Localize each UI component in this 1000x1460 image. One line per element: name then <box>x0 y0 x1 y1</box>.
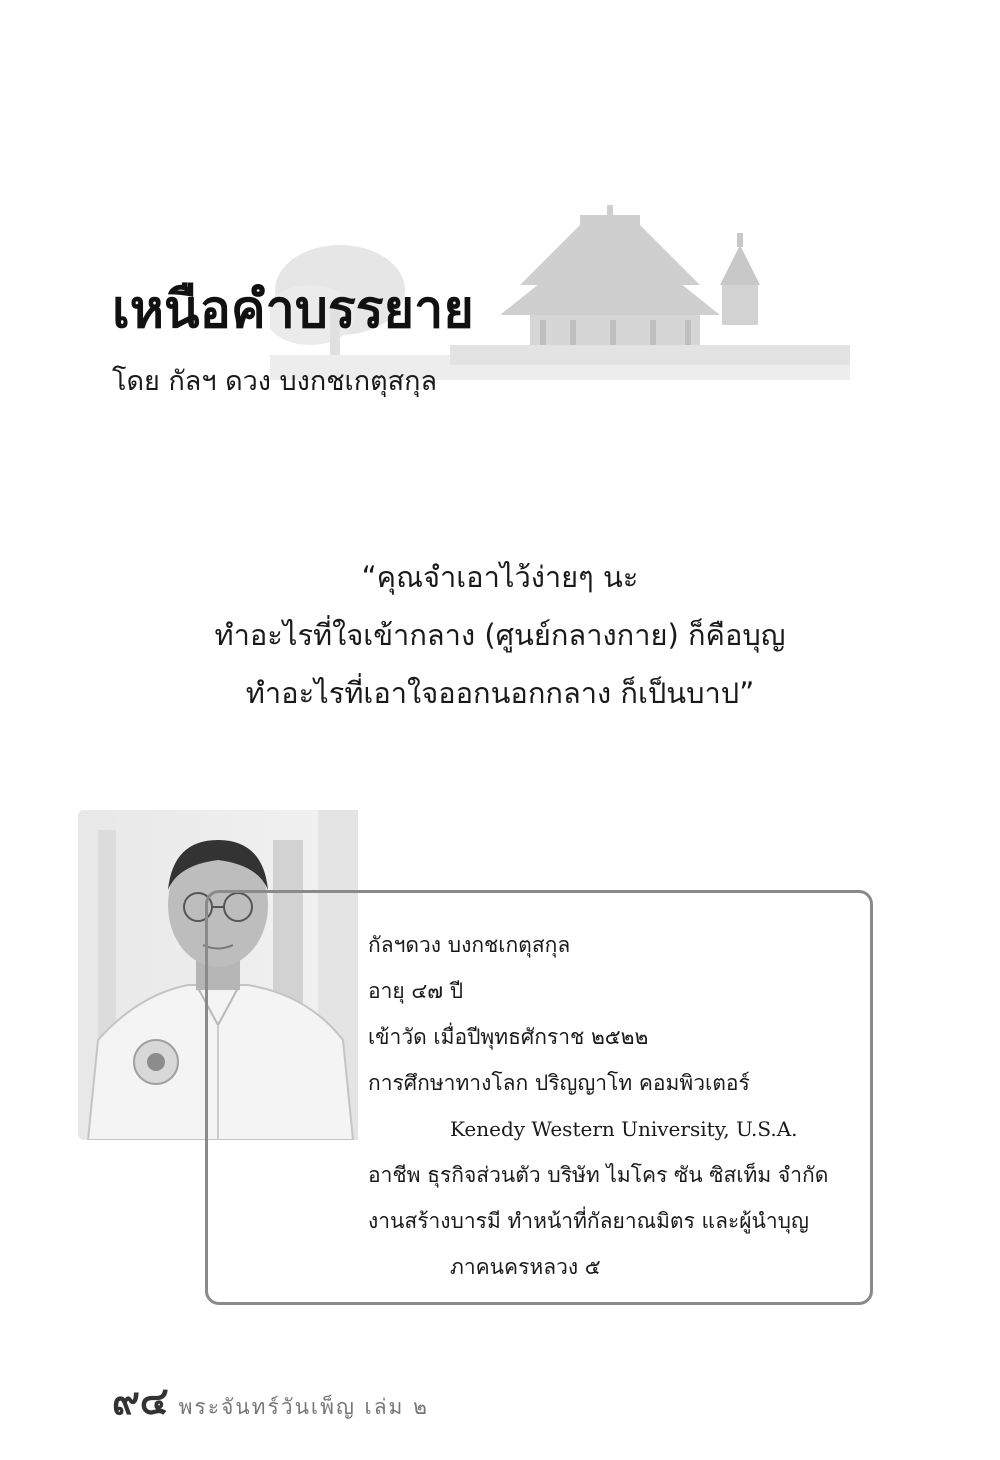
bio-university: Kenedy Western University, U.S.A. <box>450 1117 798 1141</box>
bio-occupation: อาชีพ ธุรกิจส่วนตัว บริษัท ไมโคร ซัน ซิสเท็ม จำกัด <box>368 1163 829 1187</box>
bio-merit-work: งานสร้างบารมี ทำหน้าที่กัลยาณมิตร และผู้นำบุญ <box>368 1209 809 1233</box>
quote-line: ทำอะไรที่เอาใจออกนอกกลาง ก็เป็นบาป” <box>245 676 755 710</box>
author-byline: โดย กัลฯ ดวง บงกชเกตุสกุล <box>112 366 438 397</box>
bio-details <box>368 922 888 1290</box>
page-number: ๙๔ <box>112 1378 169 1423</box>
bio-joined: เข้าวัด เมื่อปีพุทธศักราช ๒๕๒๒ <box>368 1025 649 1049</box>
quote-line: ทำอะไรที่ใจเข้ากลาง (ศูนย์กลางกาย) ก็คือบุญ <box>214 618 786 652</box>
quote-line: “คุณจำเอาไว้ง่ายๆ นะ <box>361 560 639 594</box>
article-title: เหนือคำบรรยาย <box>112 280 474 340</box>
bio-region: ภาคนครหลวง ๕ <box>450 1255 601 1279</box>
bio-education: การศึกษาทางโลก ปริญญาโท คอมพิวเตอร์ <box>368 1071 750 1095</box>
bio-name: กัลฯดวง บงกชเกตุสกุล <box>368 933 571 957</box>
page-footer <box>112 1370 429 1431</box>
bio-age: อายุ ๔๗ ปี <box>368 979 464 1003</box>
book-title: พระจันทร์วันเพ็ญ เล่ม ๒ <box>178 1395 429 1419</box>
quote-block <box>120 548 880 722</box>
